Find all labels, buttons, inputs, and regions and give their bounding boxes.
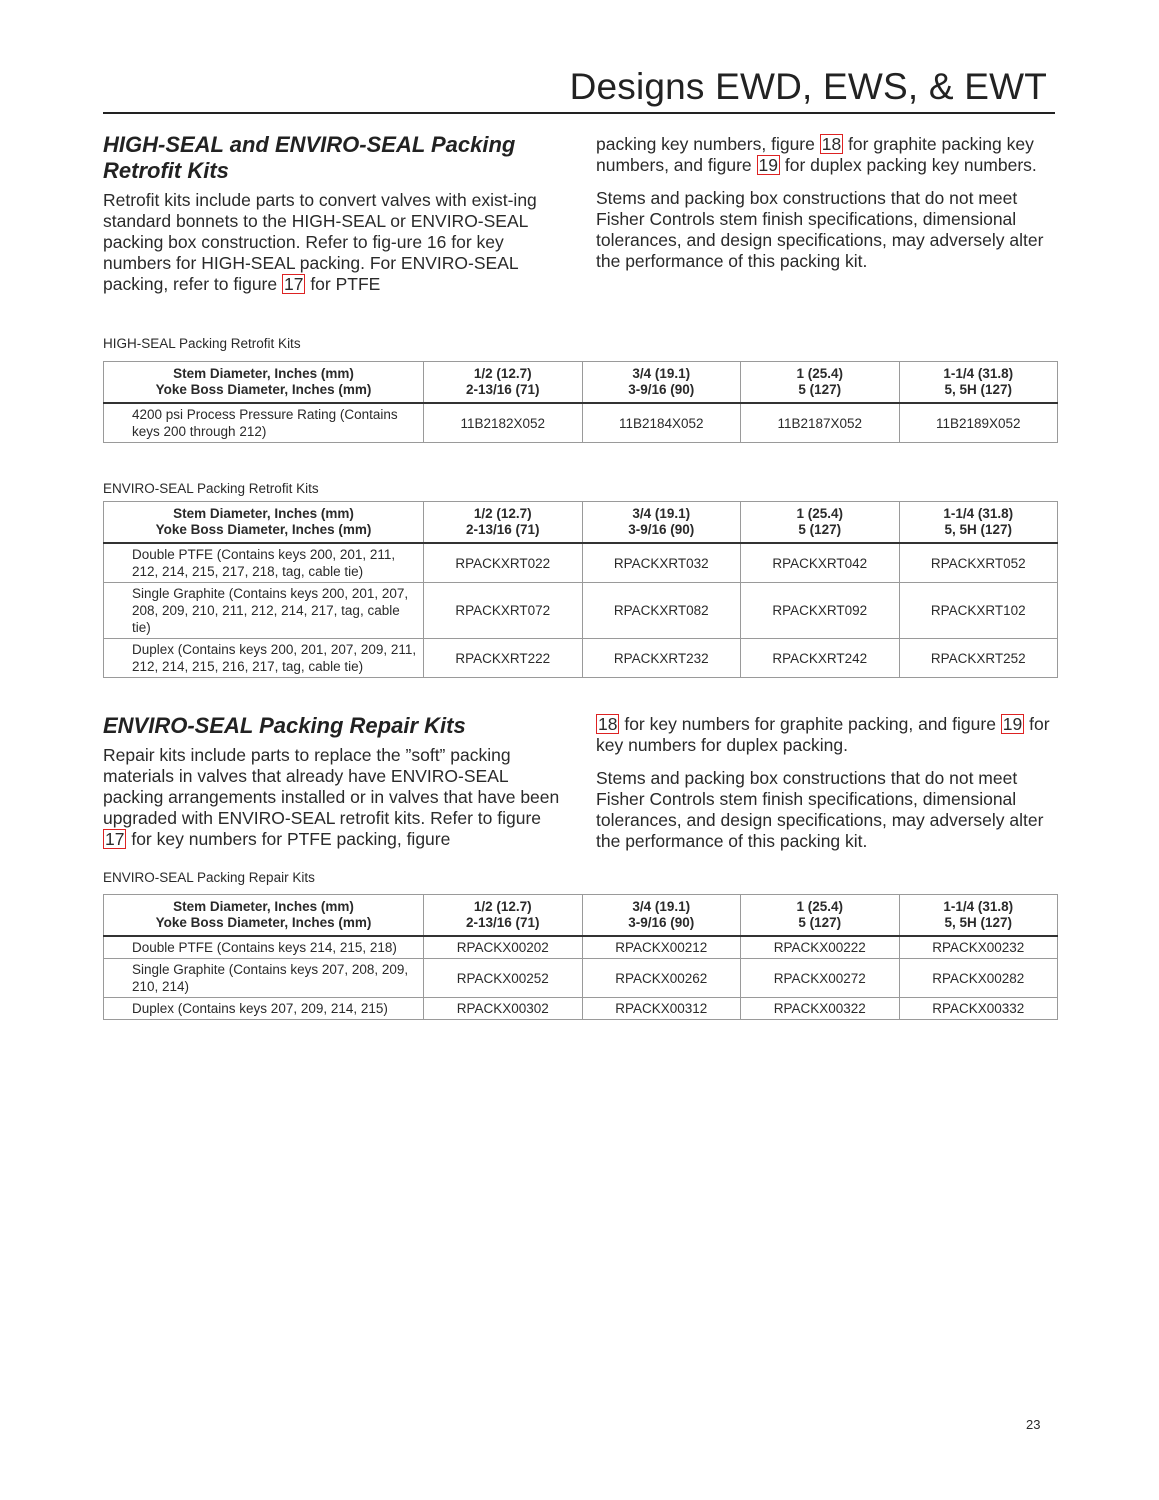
part-number: 11B2189X052	[899, 403, 1058, 443]
part-number: RPACKXRT072	[424, 583, 583, 639]
figure-18-link[interactable]: 18	[821, 134, 842, 154]
part-number: RPACKX00322	[741, 998, 900, 1020]
header-size-3: 1 (25.4) 5 (127)	[741, 362, 900, 404]
header-stem-diameter: Stem Diameter, Inches (mm) Yoke Boss Diameter, Inches (mm)	[104, 502, 424, 544]
table1-caption: HIGH-SEAL Packing Retrofit Kits	[103, 336, 301, 351]
table-row	[104, 936, 1058, 959]
table-row	[104, 583, 1058, 639]
enviro-seal-repair-table	[103, 894, 1058, 1020]
table-row	[104, 543, 1058, 583]
part-number: RPACKX00282	[899, 959, 1058, 998]
row-description: Double PTFE (Contains keys 214, 215, 218)	[104, 936, 424, 959]
header-size-2: 3/4 (19.1) 3-9/16 (90)	[582, 502, 741, 544]
part-number: RPACKXRT032	[582, 543, 741, 583]
table2-caption: ENVIRO-SEAL Packing Retrofit Kits	[103, 481, 319, 496]
row-description: 4200 psi Process Pressure Rating (Contains keys 200 through 212)	[104, 403, 424, 443]
part-number: RPACKXRT242	[741, 639, 900, 678]
part-number: RPACKXRT082	[582, 583, 741, 639]
section1-left-paragraph: Retrofit kits include parts to convert valves with exist-ing standard bonnets to the HIGH-SEAL or ENVIRO-SEAL packing box construction. Refer to fig-ure 16 for key numbers for HIGH-SEAL packing. For ENVIRO-SEAL packing, refer to figure 17 for PTFE	[103, 190, 537, 294]
figure-17-link[interactable]: 17	[283, 274, 304, 294]
part-number: RPACKX00252	[424, 959, 583, 998]
part-number: RPACKXRT252	[899, 639, 1058, 678]
part-number: RPACKX00232	[899, 936, 1058, 959]
header-size-1: 1/2 (12.7) 2-13/16 (71)	[424, 895, 583, 937]
section1-right-column	[596, 134, 1058, 284]
section1-left-column	[103, 132, 563, 307]
header-size-1: 1/2 (12.7) 2-13/16 (71)	[424, 362, 583, 404]
part-number: RPACKX00202	[424, 936, 583, 959]
section1-heading: HIGH-SEAL and ENVIRO-SEAL Packing Retrofit Kits	[103, 132, 516, 183]
row-description: Single Graphite (Contains keys 200, 201, 207, 208, 209, 210, 211, 212, 214, 217, tag, cable tie)	[104, 583, 424, 639]
part-number: RPACKXRT042	[741, 543, 900, 583]
row-description: Single Graphite (Contains keys 207, 208, 209, 210, 214)	[104, 959, 424, 998]
part-number: RPACKXRT222	[424, 639, 583, 678]
part-number: RPACKX00302	[424, 998, 583, 1020]
header-size-1: 1/2 (12.7) 2-13/16 (71)	[424, 502, 583, 544]
part-number: RPACKXRT092	[741, 583, 900, 639]
page-title: Designs EWD, EWS, & EWT	[569, 66, 1047, 107]
page-number: 23	[1026, 1417, 1041, 1432]
table-header-row	[104, 362, 1058, 404]
header-size-3: 1 (25.4) 5 (127)	[741, 895, 900, 937]
header-size-2: 3/4 (19.1) 3-9/16 (90)	[582, 895, 741, 937]
part-number: RPACKX00212	[582, 936, 741, 959]
section2-left-paragraph: Repair kits include parts to replace the ”soft” packing materials in valves that already have ENVIRO-SEAL packing arrangements installed or in valves that have been upgraded with ENVIRO-SEAL retrofit kits. Refer to figure 17 for key numbers for PTFE packing, figure	[103, 745, 560, 849]
figure-19-link[interactable]: 19	[758, 155, 778, 175]
table-header-row	[104, 895, 1058, 937]
section2-right-paragraph-2: Stems and packing box constructions that do not meet Fisher Controls stem finish specifications, dimensional tolerances, and design specifications, may adversely alter the performance of this packing kit.	[596, 768, 1044, 851]
section1-right-paragraph-2: Stems and packing box constructions that do not meet Fisher Controls stem finish specifications, dimensional tolerances, and design specifications, may adversely alter the performance of this packing kit.	[596, 188, 1044, 271]
high-seal-retrofit-table	[103, 361, 1058, 443]
section1-right-paragraph-1: packing key numbers, figure 18 for graphite packing key numbers, and figure 19 for duplex packing key numbers.	[596, 134, 1037, 175]
table3-caption: ENVIRO-SEAL Packing Repair Kits	[103, 870, 315, 885]
part-number: RPACKXRT052	[899, 543, 1058, 583]
part-number: 11B2182X052	[424, 403, 583, 443]
table-row	[104, 403, 1058, 443]
figure-19-link[interactable]: 19	[1002, 714, 1023, 734]
header-size-4: 1-1/4 (31.8) 5, 5H (127)	[899, 502, 1058, 544]
part-number: RPACKX00332	[899, 998, 1058, 1020]
figure-18-link[interactable]: 18	[598, 714, 618, 734]
header-size-2: 3/4 (19.1) 3-9/16 (90)	[582, 362, 741, 404]
enviro-seal-retrofit-table	[103, 501, 1058, 678]
section2-right-paragraph-1: 18 for key numbers for graphite packing, and figure 19 for key numbers for duplex packing.	[596, 714, 1050, 755]
header-stem-diameter: Stem Diameter, Inches (mm) Yoke Boss Diameter, Inches (mm)	[104, 895, 424, 937]
row-description: Duplex (Contains keys 200, 201, 207, 209, 211, 212, 214, 215, 216, 217, tag, cable tie)	[104, 639, 424, 678]
row-description: Double PTFE (Contains keys 200, 201, 211, 212, 214, 215, 217, 218, tag, cable tie)	[104, 543, 424, 583]
section2-heading: ENVIRO-SEAL Packing Repair Kits	[103, 713, 466, 738]
table-row	[104, 639, 1058, 678]
header-size-3: 1 (25.4) 5 (127)	[741, 502, 900, 544]
header-size-4: 1-1/4 (31.8) 5, 5H (127)	[899, 895, 1058, 937]
figure-17-link[interactable]: 17	[105, 829, 125, 849]
part-number: 11B2184X052	[582, 403, 741, 443]
table-row	[104, 998, 1058, 1020]
table-row	[104, 959, 1058, 998]
table-header-row	[104, 502, 1058, 544]
row-description: Duplex (Contains keys 207, 209, 214, 215)	[104, 998, 424, 1020]
part-number: 11B2187X052	[741, 403, 900, 443]
header-stem-diameter: Stem Diameter, Inches (mm) Yoke Boss Diameter, Inches (mm)	[104, 362, 424, 404]
part-number: RPACKX00222	[741, 936, 900, 959]
part-number: RPACKXRT232	[582, 639, 741, 678]
section2-right-column	[596, 714, 1058, 864]
header-size-4: 1-1/4 (31.8) 5, 5H (127)	[899, 362, 1058, 404]
page-header	[103, 66, 1055, 114]
part-number: RPACKX00312	[582, 998, 741, 1020]
part-number: RPACKX00262	[582, 959, 741, 998]
section2-left-column	[103, 713, 563, 862]
part-number: RPACKXRT102	[899, 583, 1058, 639]
part-number: RPACKX00272	[741, 959, 900, 998]
part-number: RPACKXRT022	[424, 543, 583, 583]
